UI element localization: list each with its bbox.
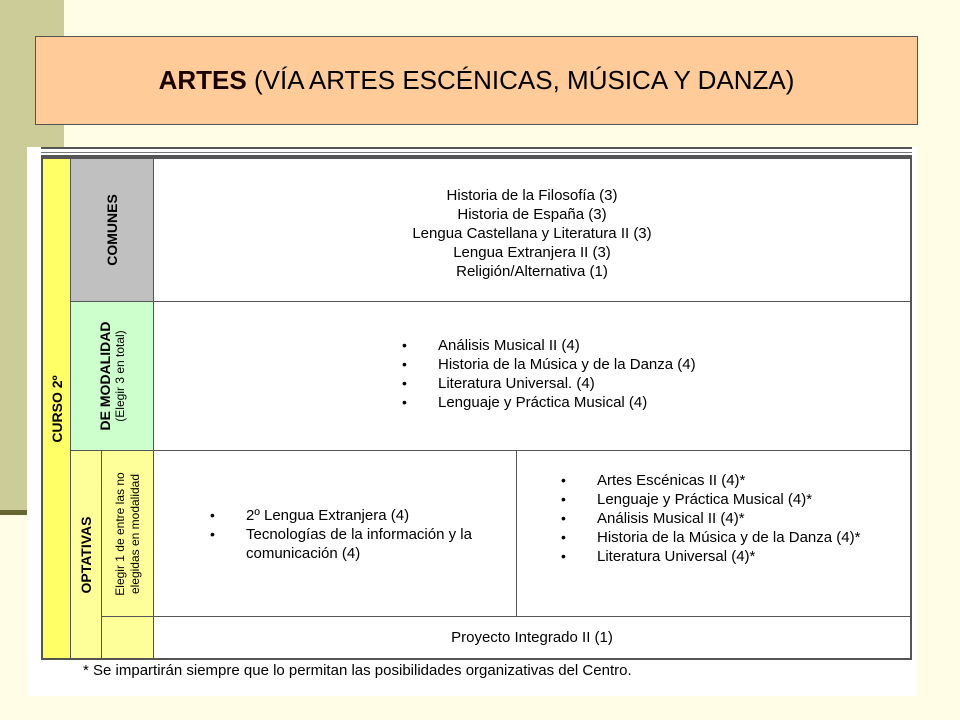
- optativas-right-subjects: [517, 451, 910, 617]
- list-item: • 2º Lengua Extranjera (4): [210, 507, 410, 524]
- proyecto-integrado: Proyecto Integrado II (1): [451, 629, 613, 646]
- comunes-label-cell: [71, 159, 154, 302]
- optativas-left-subjects: [154, 451, 517, 617]
- proyecto-label-cell: [102, 617, 154, 658]
- list-item: • Historia de la Música y de la Danza (4): [402, 356, 696, 373]
- modalidad-list: [402, 336, 696, 412]
- optativas-sublabel-cell: [102, 451, 154, 617]
- list-item: • Literatura Universal (4)*: [561, 548, 756, 565]
- list-item: • Historia de la Música y de la Danza (4)*: [561, 529, 861, 546]
- modalidad-label-cell: [71, 302, 154, 451]
- list-item: • Análisis Musical II (4)*: [561, 510, 745, 527]
- footnote: * Se impartirán siempre que lo permitan las posibilidades organizativas del Centro.: [83, 662, 632, 679]
- curso-label-cell: [43, 159, 71, 658]
- bullet-icon: •: [561, 510, 566, 526]
- bullet-icon: •: [561, 472, 566, 488]
- list-item: • Lenguaje y Práctica Musical (4)*: [561, 491, 813, 508]
- list-item: • Lenguaje y Práctica Musical (4): [402, 394, 648, 411]
- comunes-subjects: [154, 159, 910, 302]
- optativas-label-cell: [71, 451, 102, 658]
- list-item: • Literatura Universal. (4): [402, 375, 595, 392]
- modalidad-subjects: [154, 302, 910, 451]
- slide-title: [159, 65, 795, 96]
- bullet-icon: •: [561, 548, 566, 564]
- bullet-icon: •: [402, 375, 407, 391]
- top-rule: [41, 147, 912, 157]
- bullet-icon: •: [561, 491, 566, 507]
- bullet-icon: •: [402, 394, 407, 410]
- comunes-subject: Lengua Castellana y Literatura II (3): [412, 224, 652, 242]
- optativas-label: OPTATIVAS: [78, 516, 94, 593]
- bullet-icon: •: [210, 526, 215, 542]
- comunes-subject: Historia de la Filosofía (3): [446, 186, 618, 204]
- slide-title-bold: ARTES: [158, 65, 247, 95]
- list-item: • Artes Escénicas II (4)*: [561, 472, 746, 489]
- slide-title-rest: (VÍA ARTES ESCÉNICAS, MÚSICA Y DANZA): [246, 65, 795, 95]
- optativas-sublabel-line2: elegidas en modalidad: [127, 473, 142, 594]
- modalidad-label-group: [97, 322, 127, 431]
- comunes-label: COMUNES: [104, 194, 120, 266]
- bullet-icon: •: [210, 507, 215, 523]
- comunes-subject: Religión/Alternativa (1): [456, 262, 608, 280]
- bullet-icon: •: [402, 337, 407, 353]
- optativas-sublabel-line1: Elegir 1 de entre las no: [112, 471, 127, 596]
- curso-label: CURSO 2º: [48, 374, 65, 443]
- title-box: [35, 36, 918, 125]
- subjects-document: [27, 147, 917, 696]
- list-item: • Tecnologías de la información y la comunicación (4): [210, 526, 472, 562]
- comunes-subject: Lengua Extranjera II (3): [453, 243, 611, 261]
- bullet-icon: •: [561, 529, 566, 545]
- list-item: • Análisis Musical II (4): [402, 337, 580, 354]
- decorative-side-line: [0, 510, 30, 515]
- subjects-table: [41, 157, 912, 660]
- optativas-right-list: [561, 471, 907, 566]
- modalidad-label: DE MODALIDAD: [97, 321, 113, 431]
- bullet-icon: •: [402, 356, 407, 372]
- modalidad-sublabel: (Elegir 3 en total): [113, 330, 127, 422]
- optativas-left-list: [210, 506, 516, 563]
- optativas-sublabel: [113, 472, 143, 595]
- comunes-subject: Historia de España (3): [457, 205, 607, 223]
